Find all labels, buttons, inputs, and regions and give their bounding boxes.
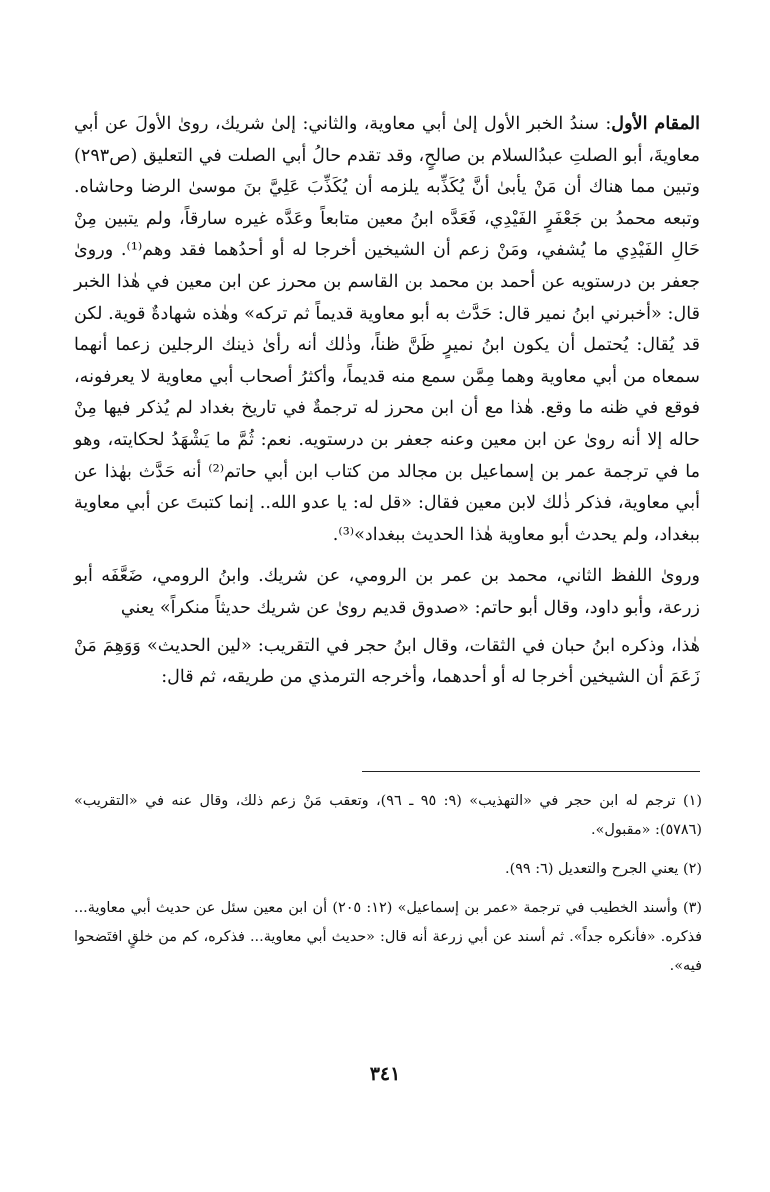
main-text: [74, 108, 700, 694]
footnotes: [74, 787, 702, 991]
page-number: ٣٤١: [369, 1063, 401, 1085]
footnote-3: (٣) وأسند الخطيب في ترجمة «عمر بن إسماعيل» (١٢: ٢٠٥) أن ابن معين سئل عن حديث أبي معاوية... فذكره. «فأنكره جداً». ثم أسند عن أبي زرعة أنه قال: «حديث أبي معاوية... فذكره، كم من خلقٍ افتَضحوا فيه».: [74, 900, 702, 974]
paragraph-1: [74, 108, 700, 551]
footnote-2: (٢) يعني الجرح والتعديل (٦: ٩٩).: [505, 861, 702, 877]
paragraph-2: ورویٰ اللفظ الثاني، محمد بن عمر بن الرومي، عن شريك. وابنُ الرومي، ضَعَّفَه أبو زرعة، وأبو داود، وقال أبو حاتم: «صدوق قديم رویٰ عن شريك حديثاً منكراً» يعني: [74, 566, 700, 618]
footnote-separator: [362, 771, 700, 772]
paragraph-3: هٰذا، وذكره ابنُ حبان في الثقات، وقال ابنُ حجر في التقريب: «لين الحديث» وَوَهِمَ مَنْ زَعَمَ أن الشيخين أخرجا له أو أحدهما، وأخرجه الترمذي من طريقه، ثم قال:: [74, 635, 700, 688]
paragraph-1-text: : سندُ الخبر الأول إلىٰ أبي معاوية، والثاني: إلىٰ شريك، رویٰ الأولَ عن أبي معاويةَ، أبو الصلتِ عبدُالسلام بن صالحٍ، وقد تقدم حالُ أبي الصلت في التعليق (ص٢٩٣) وتبين مما هناك أن مَنْ يأبیٰ أنَّ يُكَذِّبه يلزمه أن يُكَذِّبَ عَلِيَّ بنَ موسیٰ الرضا وحاشاه. وتبعه محمدُ بن جَعْفَرٍ الفَيْدِي، فَعَدَّه ابنُ معين متابعاً وعَدَّه غيره سارقاً، ولم يتبين مِنْ حَالِ الفَيْدِي ما يُشفي، ومَنْ زعم أن الشيخين أخرجا له أو أحدُهما فقد وهم⁽¹⁾. ورویٰ جعفر بن درستويه عن أحمد بن محمد بن القاسم بن محرز عن ابن معين في هٰذا الخبر قال: «أخبرني ابنُ نمير قال: حَدَّث به أبو معاوية قديماً ثم تركه» وهٰذه شهادةٌ قوية. لكن قد يُقال: يُحتمل أن يكون ابنُ نميرٍ ظَنَّ ظناً، وذٰلك أنه رأیٰ ذينك الرجلين زعما أنهما سمعاه من أبي معاوية وهما مِمَّن سمع منه قديماً، وأكثرُ أصحاب أبي معاوية لا يعرفونه، فوقع في ظنه ما وقع. هٰذا مع أن ابن محرز له ترجمةٌ في تاريخ بغداد لم يُذكر فيها مِنْ حاله إلا أنه رویٰ عن ابن معين وعنه جعفر بن درستويه. نعم: ثُمَّ ما يَشْهَدُ لحكايته، وهو ما في ترجمة عمر بن إسماعيل بن مجالد من كتاب ابن أبي حاتم⁽²⁾ أنه حَدَّث بهٰذا عن أبي معاوية، فذكر ذٰلك لابن معين فقال: «قل له: يا عدو الله.. إنما كتبتَ عن أبي معاوية ببغداد، ولم يحدث أبو معاوية هٰذا الحديث ببغداد»⁽³⁾.: [74, 114, 700, 545]
footnote-1: (١) ترجم له ابن حجر في «التهذيب» (٩: ٩٥ ـ ٩٦)، وتعقب مَنْ زعم ذلك، وقال عنه في «التقريب» (٥٧٨٦): «مقبول».: [74, 793, 702, 838]
section-heading: المقام الأول: [611, 113, 700, 134]
